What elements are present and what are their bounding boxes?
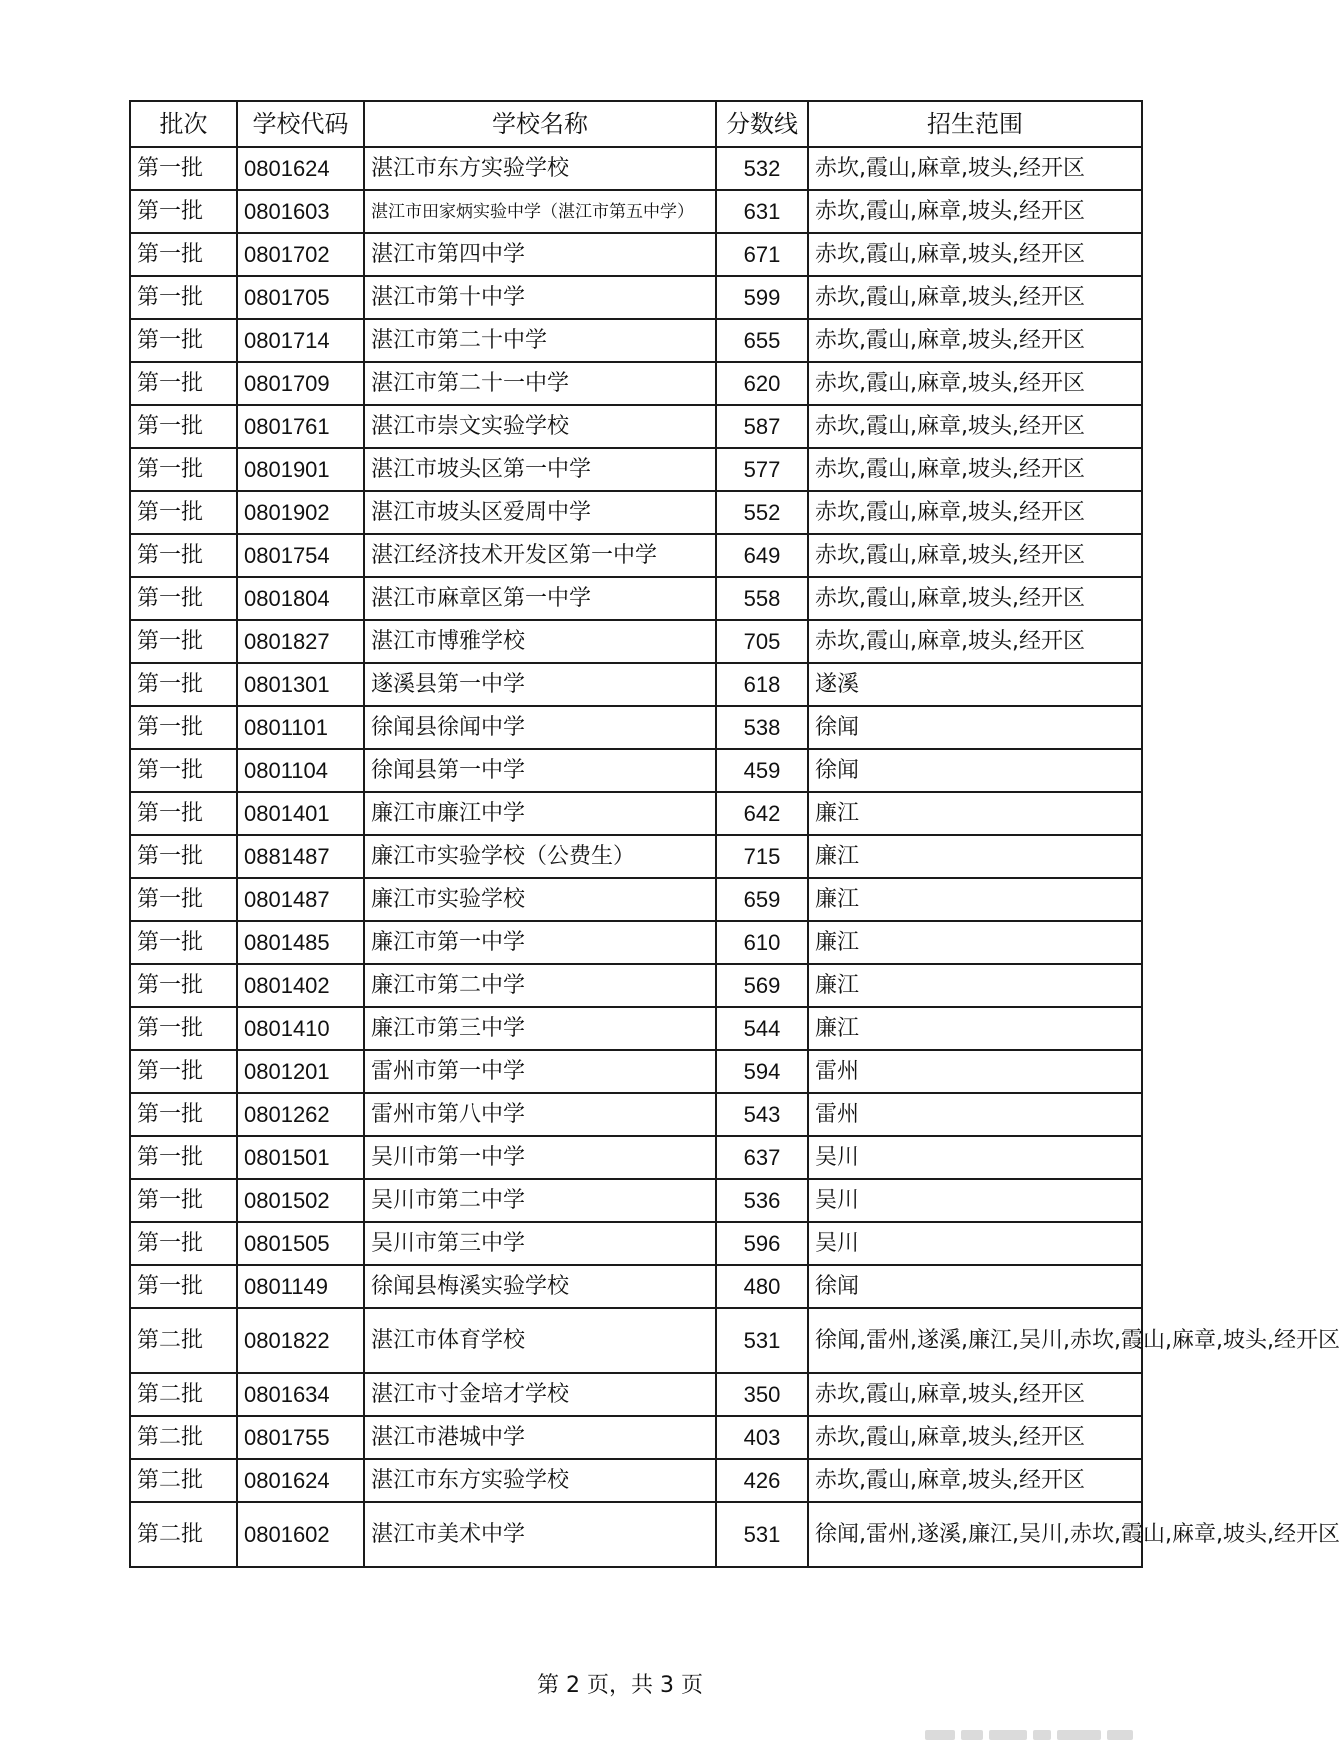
cell-enrollment-scope: 赤坎,霞山,麻章,坡头,经开区: [808, 1373, 1142, 1416]
cell-batch: 第一批: [130, 1222, 237, 1265]
cell-school-name: 遂溪县第一中学: [364, 663, 716, 706]
cell-score-line: 705: [716, 620, 808, 663]
cell-batch: 第一批: [130, 921, 237, 964]
cell-batch: 第一批: [130, 620, 237, 663]
cell-score-line: 531: [716, 1308, 808, 1373]
cell-school-code: 0801401: [237, 792, 364, 835]
cell-school-code: 0801702: [237, 233, 364, 276]
cell-batch: 第一批: [130, 1265, 237, 1308]
cell-enrollment-scope: 赤坎,霞山,麻章,坡头,经开区: [808, 276, 1142, 319]
cell-enrollment-scope: 廉江: [808, 964, 1142, 1007]
cell-enrollment-scope: 赤坎,霞山,麻章,坡头,经开区: [808, 620, 1142, 663]
cell-score-line: 569: [716, 964, 808, 1007]
cell-school-name: 湛江市第二十一中学: [364, 362, 716, 405]
cell-school-code: 0801101: [237, 706, 364, 749]
cell-school-code: 0801485: [237, 921, 364, 964]
cell-enrollment-scope: 赤坎,霞山,麻章,坡头,经开区: [808, 147, 1142, 190]
table-row: [130, 1179, 1142, 1222]
cell-batch: 第二批: [130, 1373, 237, 1416]
cell-school-code: 0801104: [237, 749, 364, 792]
cell-school-code: 0801624: [237, 1459, 364, 1502]
cell-batch: 第二批: [130, 1502, 237, 1567]
cell-school-code: 0801755: [237, 1416, 364, 1459]
cell-school-name: 湛江市东方实验学校: [364, 147, 716, 190]
table-row: [130, 663, 1142, 706]
table-row: [130, 835, 1142, 878]
cell-enrollment-scope: 赤坎,霞山,麻章,坡头,经开区: [808, 448, 1142, 491]
table-row: [130, 1093, 1142, 1136]
cell-batch: 第一批: [130, 362, 237, 405]
cell-school-code: 0801901: [237, 448, 364, 491]
table-row: [130, 1373, 1142, 1416]
table-row: [130, 1502, 1142, 1567]
cell-school-name: 吴川市第三中学: [364, 1222, 716, 1265]
header-score-line: 分数线: [716, 101, 808, 147]
cell-enrollment-scope: 廉江: [808, 792, 1142, 835]
cell-enrollment-scope: 赤坎,霞山,麻章,坡头,经开区: [808, 319, 1142, 362]
cell-score-line: 543: [716, 1093, 808, 1136]
cell-school-name: 湛江市第二十中学: [364, 319, 716, 362]
table-row: [130, 190, 1142, 233]
header-enrollment-scope: 招生范围: [808, 101, 1142, 147]
cell-batch: 第一批: [130, 663, 237, 706]
table-row: [130, 1308, 1142, 1373]
cell-score-line: 659: [716, 878, 808, 921]
cell-batch: 第一批: [130, 706, 237, 749]
cell-school-code: 0801149: [237, 1265, 364, 1308]
watermark-mark: [925, 1730, 1145, 1740]
cell-school-code: 0801301: [237, 663, 364, 706]
cell-school-code: 0801902: [237, 491, 364, 534]
cell-enrollment-scope: 廉江: [808, 921, 1142, 964]
cell-score-line: 480: [716, 1265, 808, 1308]
cell-school-code: 0801201: [237, 1050, 364, 1093]
cell-enrollment-scope: 徐闻,雷州,遂溪,廉江,吴川,赤坎,霞山,麻章,坡头,经开区: [808, 1502, 1142, 1567]
cell-score-line: 671: [716, 233, 808, 276]
cell-score-line: 637: [716, 1136, 808, 1179]
cell-score-line: 558: [716, 577, 808, 620]
table-row: [130, 1265, 1142, 1308]
cell-school-code: 0801502: [237, 1179, 364, 1222]
cell-school-code: 0801402: [237, 964, 364, 1007]
cell-score-line: 642: [716, 792, 808, 835]
cell-school-code: 0801624: [237, 147, 364, 190]
header-school-name: 学校名称: [364, 101, 716, 147]
cell-school-code: 0801827: [237, 620, 364, 663]
cell-batch: 第二批: [130, 1308, 237, 1373]
cell-enrollment-scope: 廉江: [808, 1007, 1142, 1050]
cell-enrollment-scope: 赤坎,霞山,麻章,坡头,经开区: [808, 233, 1142, 276]
cell-batch: 第二批: [130, 1416, 237, 1459]
cell-batch: 第一批: [130, 319, 237, 362]
table-row: [130, 1416, 1142, 1459]
cell-school-name: 廉江市实验学校: [364, 878, 716, 921]
cell-school-code: 0801705: [237, 276, 364, 319]
table-body: [130, 147, 1340, 1567]
cell-school-name: 吴川市第二中学: [364, 1179, 716, 1222]
cell-school-name: 湛江市博雅学校: [364, 620, 716, 663]
cell-score-line: 620: [716, 362, 808, 405]
cell-school-name: 湛江市崇文实验学校: [364, 405, 716, 448]
cell-school-name: 徐闻县徐闻中学: [364, 706, 716, 749]
cell-school-name: 廉江市廉江中学: [364, 792, 716, 835]
table-row: [130, 534, 1142, 577]
cell-enrollment-scope: 徐闻,雷州,遂溪,廉江,吴川,赤坎,霞山,麻章,坡头,经开区: [808, 1308, 1142, 1373]
cell-batch: 第一批: [130, 577, 237, 620]
header-batch: 批次: [130, 101, 237, 147]
cell-enrollment-scope: 赤坎,霞山,麻章,坡头,经开区: [808, 190, 1142, 233]
cell-score-line: 426: [716, 1459, 808, 1502]
table-row: [130, 276, 1142, 319]
cell-enrollment-scope: 徐闻: [808, 706, 1142, 749]
cell-batch: 第一批: [130, 749, 237, 792]
table-row: [130, 491, 1142, 534]
cell-school-name: 徐闻县梅溪实验学校: [364, 1265, 716, 1308]
cell-batch: 第一批: [130, 1136, 237, 1179]
cell-school-name: 湛江经济技术开发区第一中学: [364, 534, 716, 577]
cell-enrollment-scope: 徐闻: [808, 1265, 1142, 1308]
cell-score-line: 536: [716, 1179, 808, 1222]
table-row: [130, 448, 1142, 491]
cell-batch: 第一批: [130, 878, 237, 921]
cell-enrollment-scope: 徐闻: [808, 749, 1142, 792]
cell-school-code: 0801822: [237, 1308, 364, 1373]
cell-batch: 第一批: [130, 792, 237, 835]
table-row: [130, 1136, 1142, 1179]
cell-school-name: 徐闻县第一中学: [364, 749, 716, 792]
cell-school-name: 湛江市寸金培才学校: [364, 1373, 716, 1416]
cell-school-code: 0801603: [237, 190, 364, 233]
cell-score-line: 552: [716, 491, 808, 534]
cell-enrollment-scope: 雷州: [808, 1050, 1142, 1093]
cell-school-name: 湛江市体育学校: [364, 1308, 716, 1373]
cell-score-line: 596: [716, 1222, 808, 1265]
cell-batch: 第一批: [130, 1007, 237, 1050]
cell-enrollment-scope: 赤坎,霞山,麻章,坡头,经开区: [808, 362, 1142, 405]
table-row: [130, 1222, 1142, 1265]
table-row: [130, 964, 1142, 1007]
cell-school-code: 0801714: [237, 319, 364, 362]
table-header-row: [130, 101, 1142, 147]
admission-score-table: [129, 100, 1340, 1568]
table-row: [130, 405, 1142, 448]
cell-batch: 第一批: [130, 1050, 237, 1093]
table-row: [130, 749, 1142, 792]
table-row: [130, 706, 1142, 749]
cell-school-name: 雷州市第一中学: [364, 1050, 716, 1093]
cell-score-line: 403: [716, 1416, 808, 1459]
cell-school-name: 湛江市东方实验学校: [364, 1459, 716, 1502]
cell-batch: 第一批: [130, 233, 237, 276]
header-school-code: 学校代码: [237, 101, 364, 147]
cell-score-line: 532: [716, 147, 808, 190]
table-row: [130, 233, 1142, 276]
cell-school-name: 湛江市美术中学: [364, 1502, 716, 1567]
table-row: [130, 921, 1142, 964]
cell-school-code: 0801804: [237, 577, 364, 620]
cell-school-code: 0801754: [237, 534, 364, 577]
cell-batch: 第一批: [130, 835, 237, 878]
cell-enrollment-scope: 廉江: [808, 878, 1142, 921]
cell-school-name: 廉江市第三中学: [364, 1007, 716, 1050]
cell-score-line: 587: [716, 405, 808, 448]
cell-batch: 第二批: [130, 1459, 237, 1502]
table-row: [130, 577, 1142, 620]
cell-school-code: 0801761: [237, 405, 364, 448]
table-row: [130, 878, 1142, 921]
cell-batch: 第一批: [130, 964, 237, 1007]
cell-school-code: 0801501: [237, 1136, 364, 1179]
cell-school-name: 湛江市第四中学: [364, 233, 716, 276]
cell-batch: 第一批: [130, 1093, 237, 1136]
cell-school-code: 0801634: [237, 1373, 364, 1416]
cell-score-line: 631: [716, 190, 808, 233]
cell-enrollment-scope: 遂溪: [808, 663, 1142, 706]
table-row: [130, 319, 1142, 362]
cell-school-code: 0801709: [237, 362, 364, 405]
cell-enrollment-scope: 吴川: [808, 1222, 1142, 1265]
cell-enrollment-scope: 赤坎,霞山,麻章,坡头,经开区: [808, 491, 1142, 534]
cell-enrollment-scope: 赤坎,霞山,麻章,坡头,经开区: [808, 1459, 1142, 1502]
cell-enrollment-scope: 廉江: [808, 835, 1142, 878]
cell-school-name: 湛江市麻章区第一中学: [364, 577, 716, 620]
table-row: [130, 792, 1142, 835]
table-row: [130, 1050, 1142, 1093]
cell-school-name: 廉江市第一中学: [364, 921, 716, 964]
cell-enrollment-scope: 赤坎,霞山,麻章,坡头,经开区: [808, 534, 1142, 577]
table-row: [130, 620, 1142, 663]
cell-enrollment-scope: 赤坎,霞山,麻章,坡头,经开区: [808, 405, 1142, 448]
cell-school-name: 廉江市实验学校（公费生）: [364, 835, 716, 878]
cell-enrollment-scope: 吴川: [808, 1136, 1142, 1179]
cell-enrollment-scope: 雷州: [808, 1093, 1142, 1136]
cell-school-name: 吴川市第一中学: [364, 1136, 716, 1179]
cell-batch: 第一批: [130, 1179, 237, 1222]
cell-school-code: 0801262: [237, 1093, 364, 1136]
cell-enrollment-scope: 赤坎,霞山,麻章,坡头,经开区: [808, 577, 1142, 620]
cell-school-name: 湛江市坡头区爱周中学: [364, 491, 716, 534]
cell-score-line: 618: [716, 663, 808, 706]
cell-score-line: 577: [716, 448, 808, 491]
cell-batch: 第一批: [130, 534, 237, 577]
cell-school-code: 0801602: [237, 1502, 364, 1567]
cell-school-code: 0801487: [237, 878, 364, 921]
cell-school-name: 雷州市第八中学: [364, 1093, 716, 1136]
table-row: [130, 1007, 1142, 1050]
cell-score-line: 459: [716, 749, 808, 792]
cell-school-name: 湛江市港城中学: [364, 1416, 716, 1459]
cell-school-code: 0801410: [237, 1007, 364, 1050]
cell-score-line: 594: [716, 1050, 808, 1093]
cell-school-code: 0801505: [237, 1222, 364, 1265]
cell-enrollment-scope: 赤坎,霞山,麻章,坡头,经开区: [808, 1416, 1142, 1459]
cell-batch: 第一批: [130, 276, 237, 319]
cell-score-line: 531: [716, 1502, 808, 1567]
cell-school-name: 湛江市第十中学: [364, 276, 716, 319]
cell-score-line: 538: [716, 706, 808, 749]
cell-score-line: 610: [716, 921, 808, 964]
cell-score-line: 350: [716, 1373, 808, 1416]
cell-batch: 第一批: [130, 190, 237, 233]
cell-batch: 第一批: [130, 491, 237, 534]
cell-school-name: 廉江市第二中学: [364, 964, 716, 1007]
cell-score-line: 715: [716, 835, 808, 878]
cell-score-line: 544: [716, 1007, 808, 1050]
table-row: [130, 362, 1142, 405]
cell-enrollment-scope: 吴川: [808, 1179, 1142, 1222]
cell-batch: 第一批: [130, 147, 237, 190]
cell-school-code: 0881487: [237, 835, 364, 878]
cell-score-line: 599: [716, 276, 808, 319]
cell-batch: 第一批: [130, 448, 237, 491]
table-row: [130, 147, 1142, 190]
cell-batch: 第一批: [130, 405, 237, 448]
cell-score-line: 655: [716, 319, 808, 362]
page-number: 第 2 页，共 3 页: [537, 1673, 703, 1698]
cell-score-line: 649: [716, 534, 808, 577]
table-row: [130, 1459, 1142, 1502]
cell-school-name: 湛江市田家炳实验中学（湛江市第五中学）: [364, 190, 716, 233]
cell-school-name: 湛江市坡头区第一中学: [364, 448, 716, 491]
